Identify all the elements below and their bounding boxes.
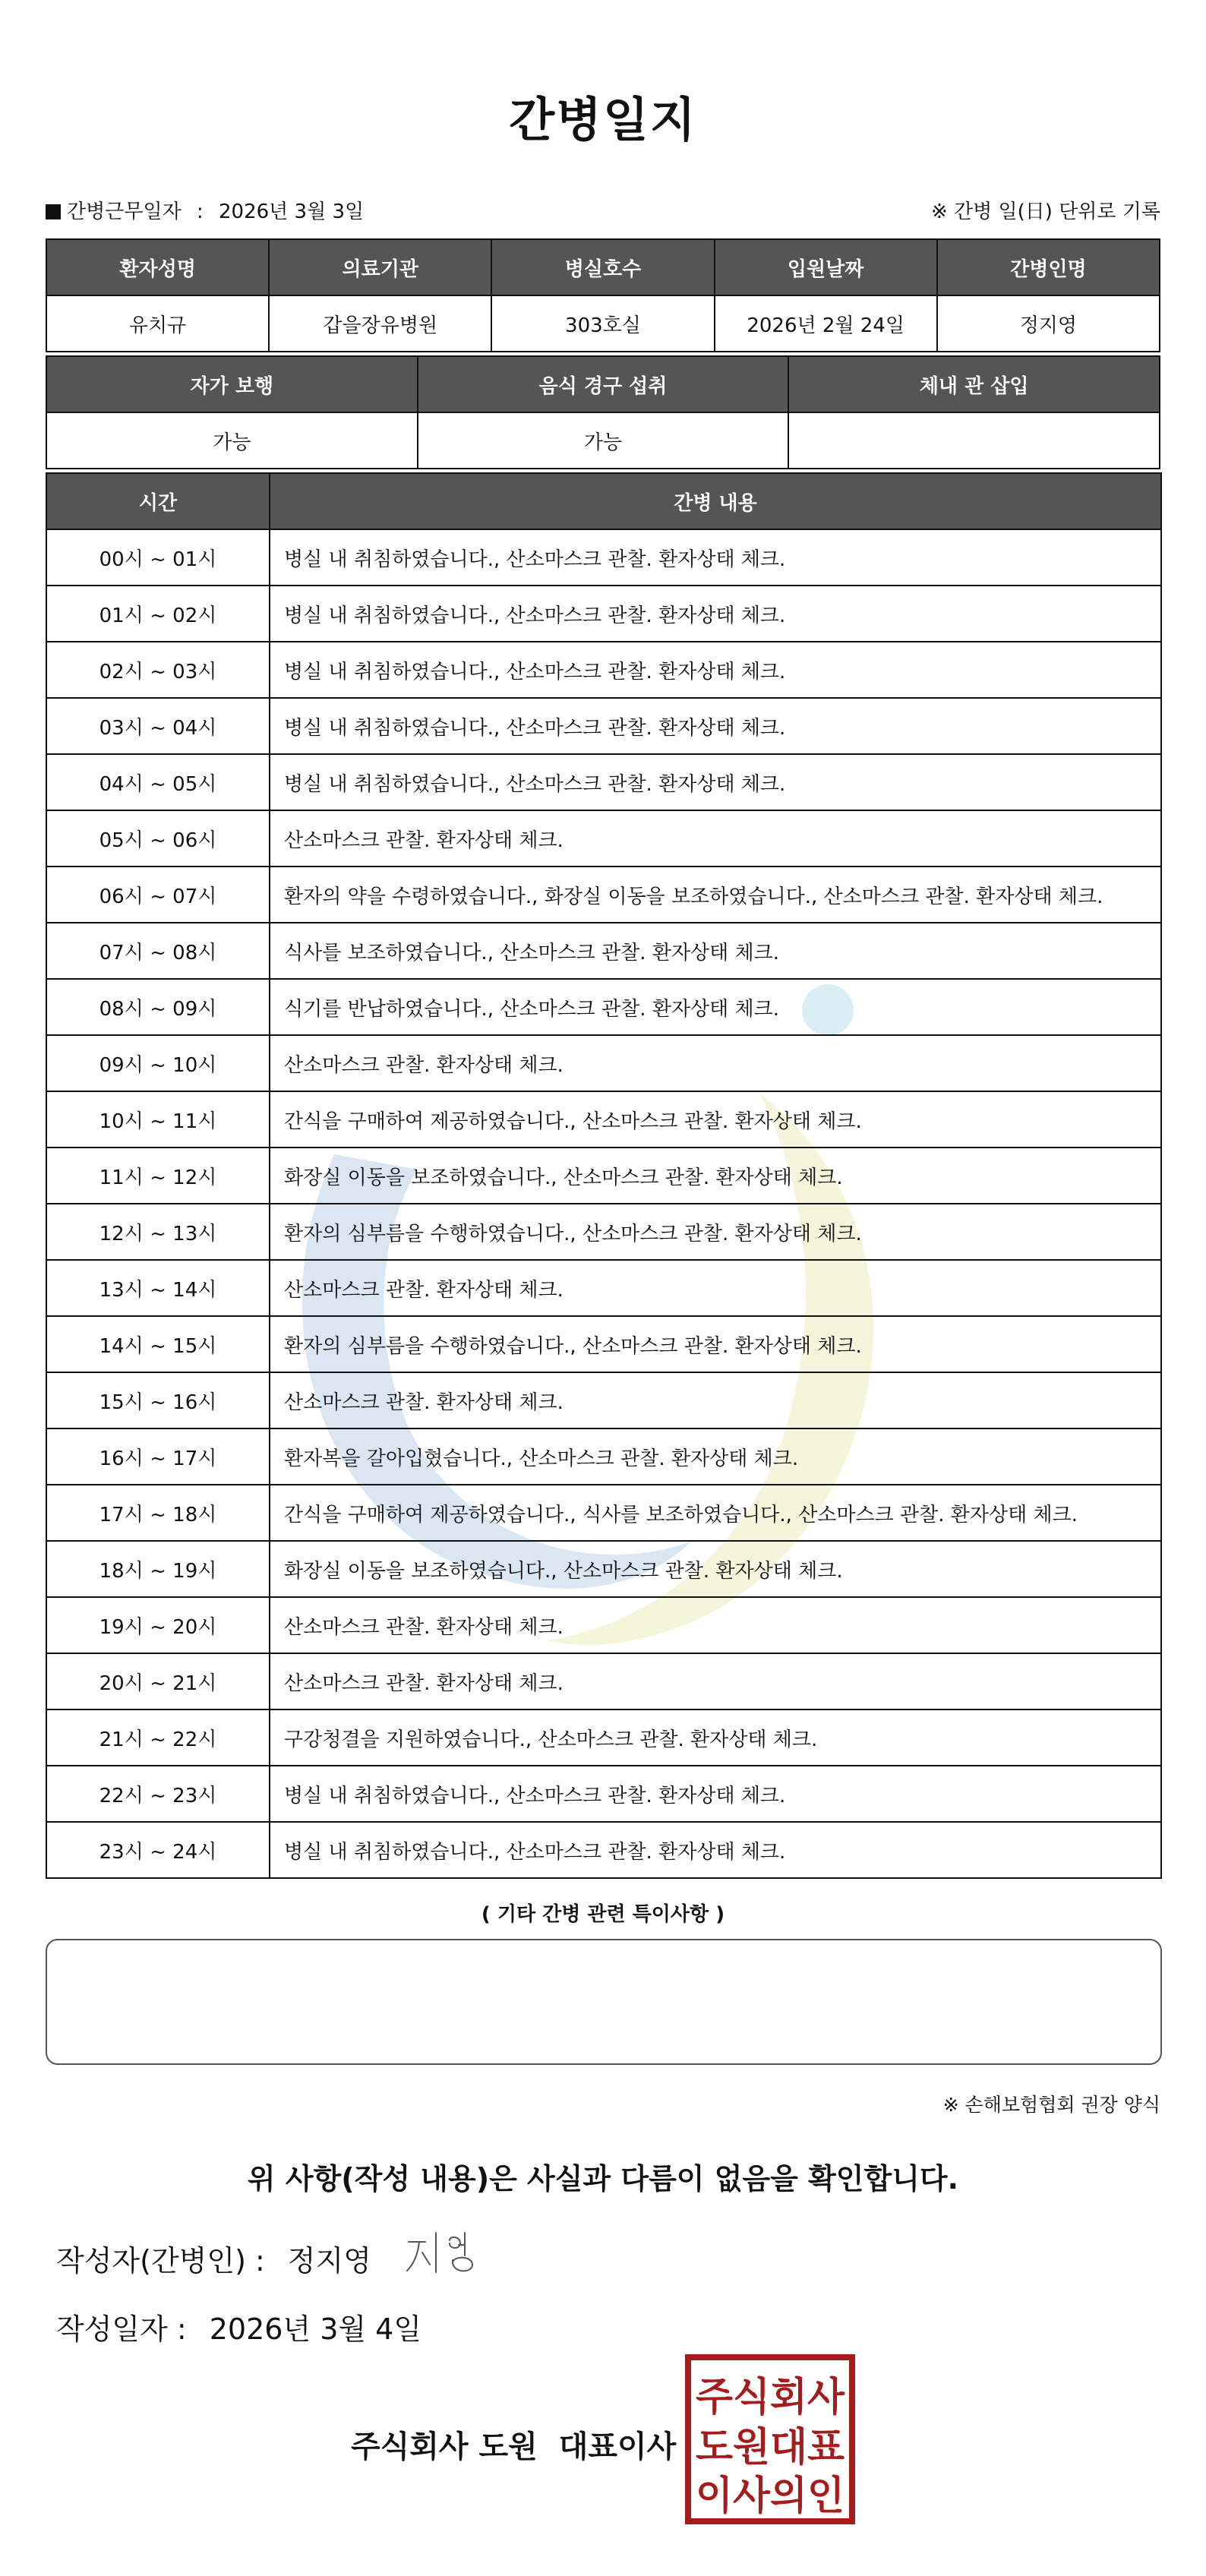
- care-content: 구강청결을 지원하였습니다., 산소마스크 관찰. 환자상태 체크.: [270, 1709, 1161, 1766]
- care-content: 병실 내 취침하였습니다., 산소마스크 관찰. 환자상태 체크.: [270, 586, 1161, 642]
- header-oral-intake: 음식 경구 섭취: [418, 356, 789, 412]
- patient-status-table: [46, 355, 1160, 469]
- oral-intake-value: 가능: [418, 412, 789, 469]
- room-number: 303호실: [491, 295, 714, 352]
- writer-name: 정지영: [287, 2244, 371, 2278]
- table-row: [46, 1204, 1161, 1260]
- work-date-sep: :: [196, 200, 204, 223]
- time-slot: 20시 ~ 21시: [46, 1653, 270, 1709]
- time-slot: 09시 ~ 10시: [46, 1035, 270, 1091]
- time-slot: 21시 ~ 22시: [46, 1709, 270, 1766]
- table-row: [46, 867, 1161, 923]
- care-content: 병실 내 취침하였습니다., 산소마스크 관찰. 환자상태 체크.: [270, 1822, 1161, 1878]
- time-slot: 03시 ~ 04시: [46, 698, 270, 754]
- time-slot: 14시 ~ 15시: [46, 1316, 270, 1372]
- care-log-table: [46, 472, 1162, 1879]
- time-slot: 18시 ~ 19시: [46, 1541, 270, 1597]
- table-row: [46, 1260, 1161, 1316]
- table-row: [46, 1541, 1161, 1597]
- table-row: [46, 1485, 1161, 1541]
- table-row: [46, 1316, 1161, 1372]
- page-title: 간병일지: [509, 92, 697, 147]
- work-date: [46, 196, 364, 224]
- table-row: [46, 1428, 1161, 1485]
- time-slot: 01시 ~ 02시: [46, 586, 270, 642]
- care-content: 간식을 구매하여 제공하였습니다., 산소마스크 관찰. 환자상태 체크.: [270, 1091, 1161, 1148]
- svg-text:주식회사: 주식회사: [696, 2375, 845, 2420]
- time-slot: 12시 ~ 13시: [46, 1204, 270, 1260]
- time-slot: 06시 ~ 07시: [46, 867, 270, 923]
- table-row: [46, 1822, 1161, 1878]
- care-content: 산소마스크 관찰. 환자상태 체크.: [270, 1597, 1161, 1653]
- time-slot: 15시 ~ 16시: [46, 1372, 270, 1428]
- self-walking-value: 가능: [46, 412, 418, 469]
- company-role: 대표이사: [558, 2429, 677, 2464]
- writer-line: [56, 2237, 371, 2279]
- care-content: 산소마스크 관찰. 환자상태 체크.: [270, 1653, 1161, 1709]
- care-content: 산소마스크 관찰. 환자상태 체크.: [270, 1260, 1161, 1316]
- care-content: 병실 내 취침하였습니다., 산소마스크 관찰. 환자상태 체크.: [270, 529, 1161, 586]
- care-content: 환자의 심부름을 수행하였습니다., 산소마스크 관찰. 환자상태 체크.: [270, 1316, 1161, 1372]
- header-care-content: 간병 내용: [270, 473, 1161, 529]
- special-notes-box: [46, 1939, 1162, 2065]
- care-content: 간식을 구매하여 제공하였습니다., 식사를 보조하였습니다., 산소마스크 관찰. 환자상태 체크.: [270, 1485, 1161, 1541]
- time-slot: 11시 ~ 12시: [46, 1148, 270, 1204]
- care-content: 산소마스크 관찰. 환자상태 체크.: [270, 1372, 1161, 1428]
- table-row: [46, 1091, 1161, 1148]
- care-content: 화장실 이동을 보조하였습니다., 산소마스크 관찰. 환자상태 체크.: [270, 1148, 1161, 1204]
- meta-row: [46, 196, 1160, 226]
- care-content: 병실 내 취침하였습니다., 산소마스크 관찰. 환자상태 체크.: [270, 1766, 1161, 1822]
- square-bullet-icon: [46, 204, 61, 219]
- write-date-line: [56, 2306, 421, 2347]
- care-content: 환자복을 갈아입혔습니다., 산소마스크 관찰. 환자상태 체크.: [270, 1428, 1161, 1485]
- record-unit-note: ※ 간병 일(日) 단위로 기록: [930, 200, 1160, 223]
- write-date-value: 2026년 3월 4일: [209, 2312, 422, 2346]
- time-slot: 19시 ~ 20시: [46, 1597, 270, 1653]
- header-self-walking: 자가 보행: [46, 356, 418, 412]
- header-admission-date: 입원날짜: [715, 239, 937, 295]
- table-row: [46, 754, 1161, 810]
- table-row: [46, 642, 1161, 698]
- work-date-value: 2026년 3월 3일: [219, 200, 365, 223]
- header-room: 병실호수: [491, 239, 714, 295]
- company-seal: [684, 2353, 857, 2526]
- time-slot: 08시 ~ 09시: [46, 979, 270, 1035]
- table-row: [46, 1372, 1161, 1428]
- table-row: [46, 1035, 1161, 1091]
- work-date-label: 간병근무일자: [67, 200, 182, 223]
- table-row: [46, 810, 1161, 867]
- patient-info-table: [46, 238, 1160, 352]
- table-row: [46, 923, 1161, 979]
- time-slot: 22시 ~ 23시: [46, 1766, 270, 1822]
- care-content: 환자의 약을 수령하였습니다., 화장실 이동을 보조하였습니다., 산소마스크 관찰. 환자상태 체크.: [270, 867, 1161, 923]
- time-slot: 05시 ~ 06시: [46, 810, 270, 867]
- time-slot: 13시 ~ 14시: [46, 1260, 270, 1316]
- tube-insertion-value: [788, 412, 1160, 469]
- header-hospital: 의료기관: [269, 239, 491, 295]
- table-row: [46, 698, 1161, 754]
- time-slot: 02시 ~ 03시: [46, 642, 270, 698]
- care-content: 식기를 반납하였습니다., 산소마스크 관찰. 환자상태 체크.: [270, 979, 1161, 1035]
- confirmation-statement: 위 사항(작성 내용)은 사실과 다름이 없음을 확인합니다.: [247, 2162, 959, 2196]
- admission-date: 2026년 2월 24일: [715, 295, 937, 352]
- table-row: [46, 1597, 1161, 1653]
- care-content: 병실 내 취침하였습니다., 산소마스크 관찰. 환자상태 체크.: [270, 698, 1161, 754]
- care-content: 산소마스크 관찰. 환자상태 체크.: [270, 1035, 1161, 1091]
- handwritten-signature: [403, 2225, 494, 2278]
- table-row: [46, 1653, 1161, 1709]
- caregiver-name: 정지영: [937, 295, 1160, 352]
- care-content: 병실 내 취침하였습니다., 산소마스크 관찰. 환자상태 체크.: [270, 642, 1161, 698]
- time-slot: 07시 ~ 08시: [46, 923, 270, 979]
- recommended-form-note: ※ 손해보험협회 권장 양식: [942, 2094, 1160, 2116]
- table-row: [46, 586, 1161, 642]
- care-content: 병실 내 취침하였습니다., 산소마스크 관찰. 환자상태 체크.: [270, 754, 1161, 810]
- svg-text:도원대표: 도원대표: [696, 2425, 845, 2470]
- table-row: [46, 979, 1161, 1035]
- care-content: 환자의 심부름을 수행하였습니다., 산소마스크 관찰. 환자상태 체크.: [270, 1204, 1161, 1260]
- time-slot: 10시 ~ 11시: [46, 1091, 270, 1148]
- time-slot: 00시 ~ 01시: [46, 529, 270, 586]
- care-content: 식사를 보조하였습니다., 산소마스크 관찰. 환자상태 체크.: [270, 923, 1161, 979]
- table-row: [46, 529, 1161, 586]
- company-name: 주식회사 도원: [351, 2429, 538, 2464]
- time-slot: 17시 ~ 18시: [46, 1485, 270, 1541]
- hospital: 갑을장유병원: [269, 295, 491, 352]
- table-row: [46, 1709, 1161, 1766]
- svg-text:이사의인: 이사의인: [696, 2473, 845, 2519]
- header-tube-insertion: 체내 관 삽입: [788, 356, 1160, 412]
- table-row: [46, 1148, 1161, 1204]
- writer-label: 작성자(간병인) :: [56, 2244, 265, 2278]
- special-notes-label: ( 기타 간병 관련 특이사항 ): [481, 1903, 725, 1926]
- company-line: [351, 2423, 697, 2466]
- time-slot: 16시 ~ 17시: [46, 1428, 270, 1485]
- write-date-label: 작성일자 :: [56, 2312, 187, 2346]
- patient-name: 유치규: [46, 295, 269, 352]
- care-content: 산소마스크 관찰. 환자상태 체크.: [270, 810, 1161, 867]
- time-slot: 23시 ~ 24시: [46, 1822, 270, 1878]
- header-caregiver: 간병인명: [937, 239, 1160, 295]
- header-patient-name: 환자성명: [46, 239, 269, 295]
- header-time: 시간: [46, 473, 270, 529]
- time-slot: 04시 ~ 05시: [46, 754, 270, 810]
- table-row: [46, 1766, 1161, 1822]
- care-content: 화장실 이동을 보조하였습니다., 산소마스크 관찰. 환자상태 체크.: [270, 1541, 1161, 1597]
